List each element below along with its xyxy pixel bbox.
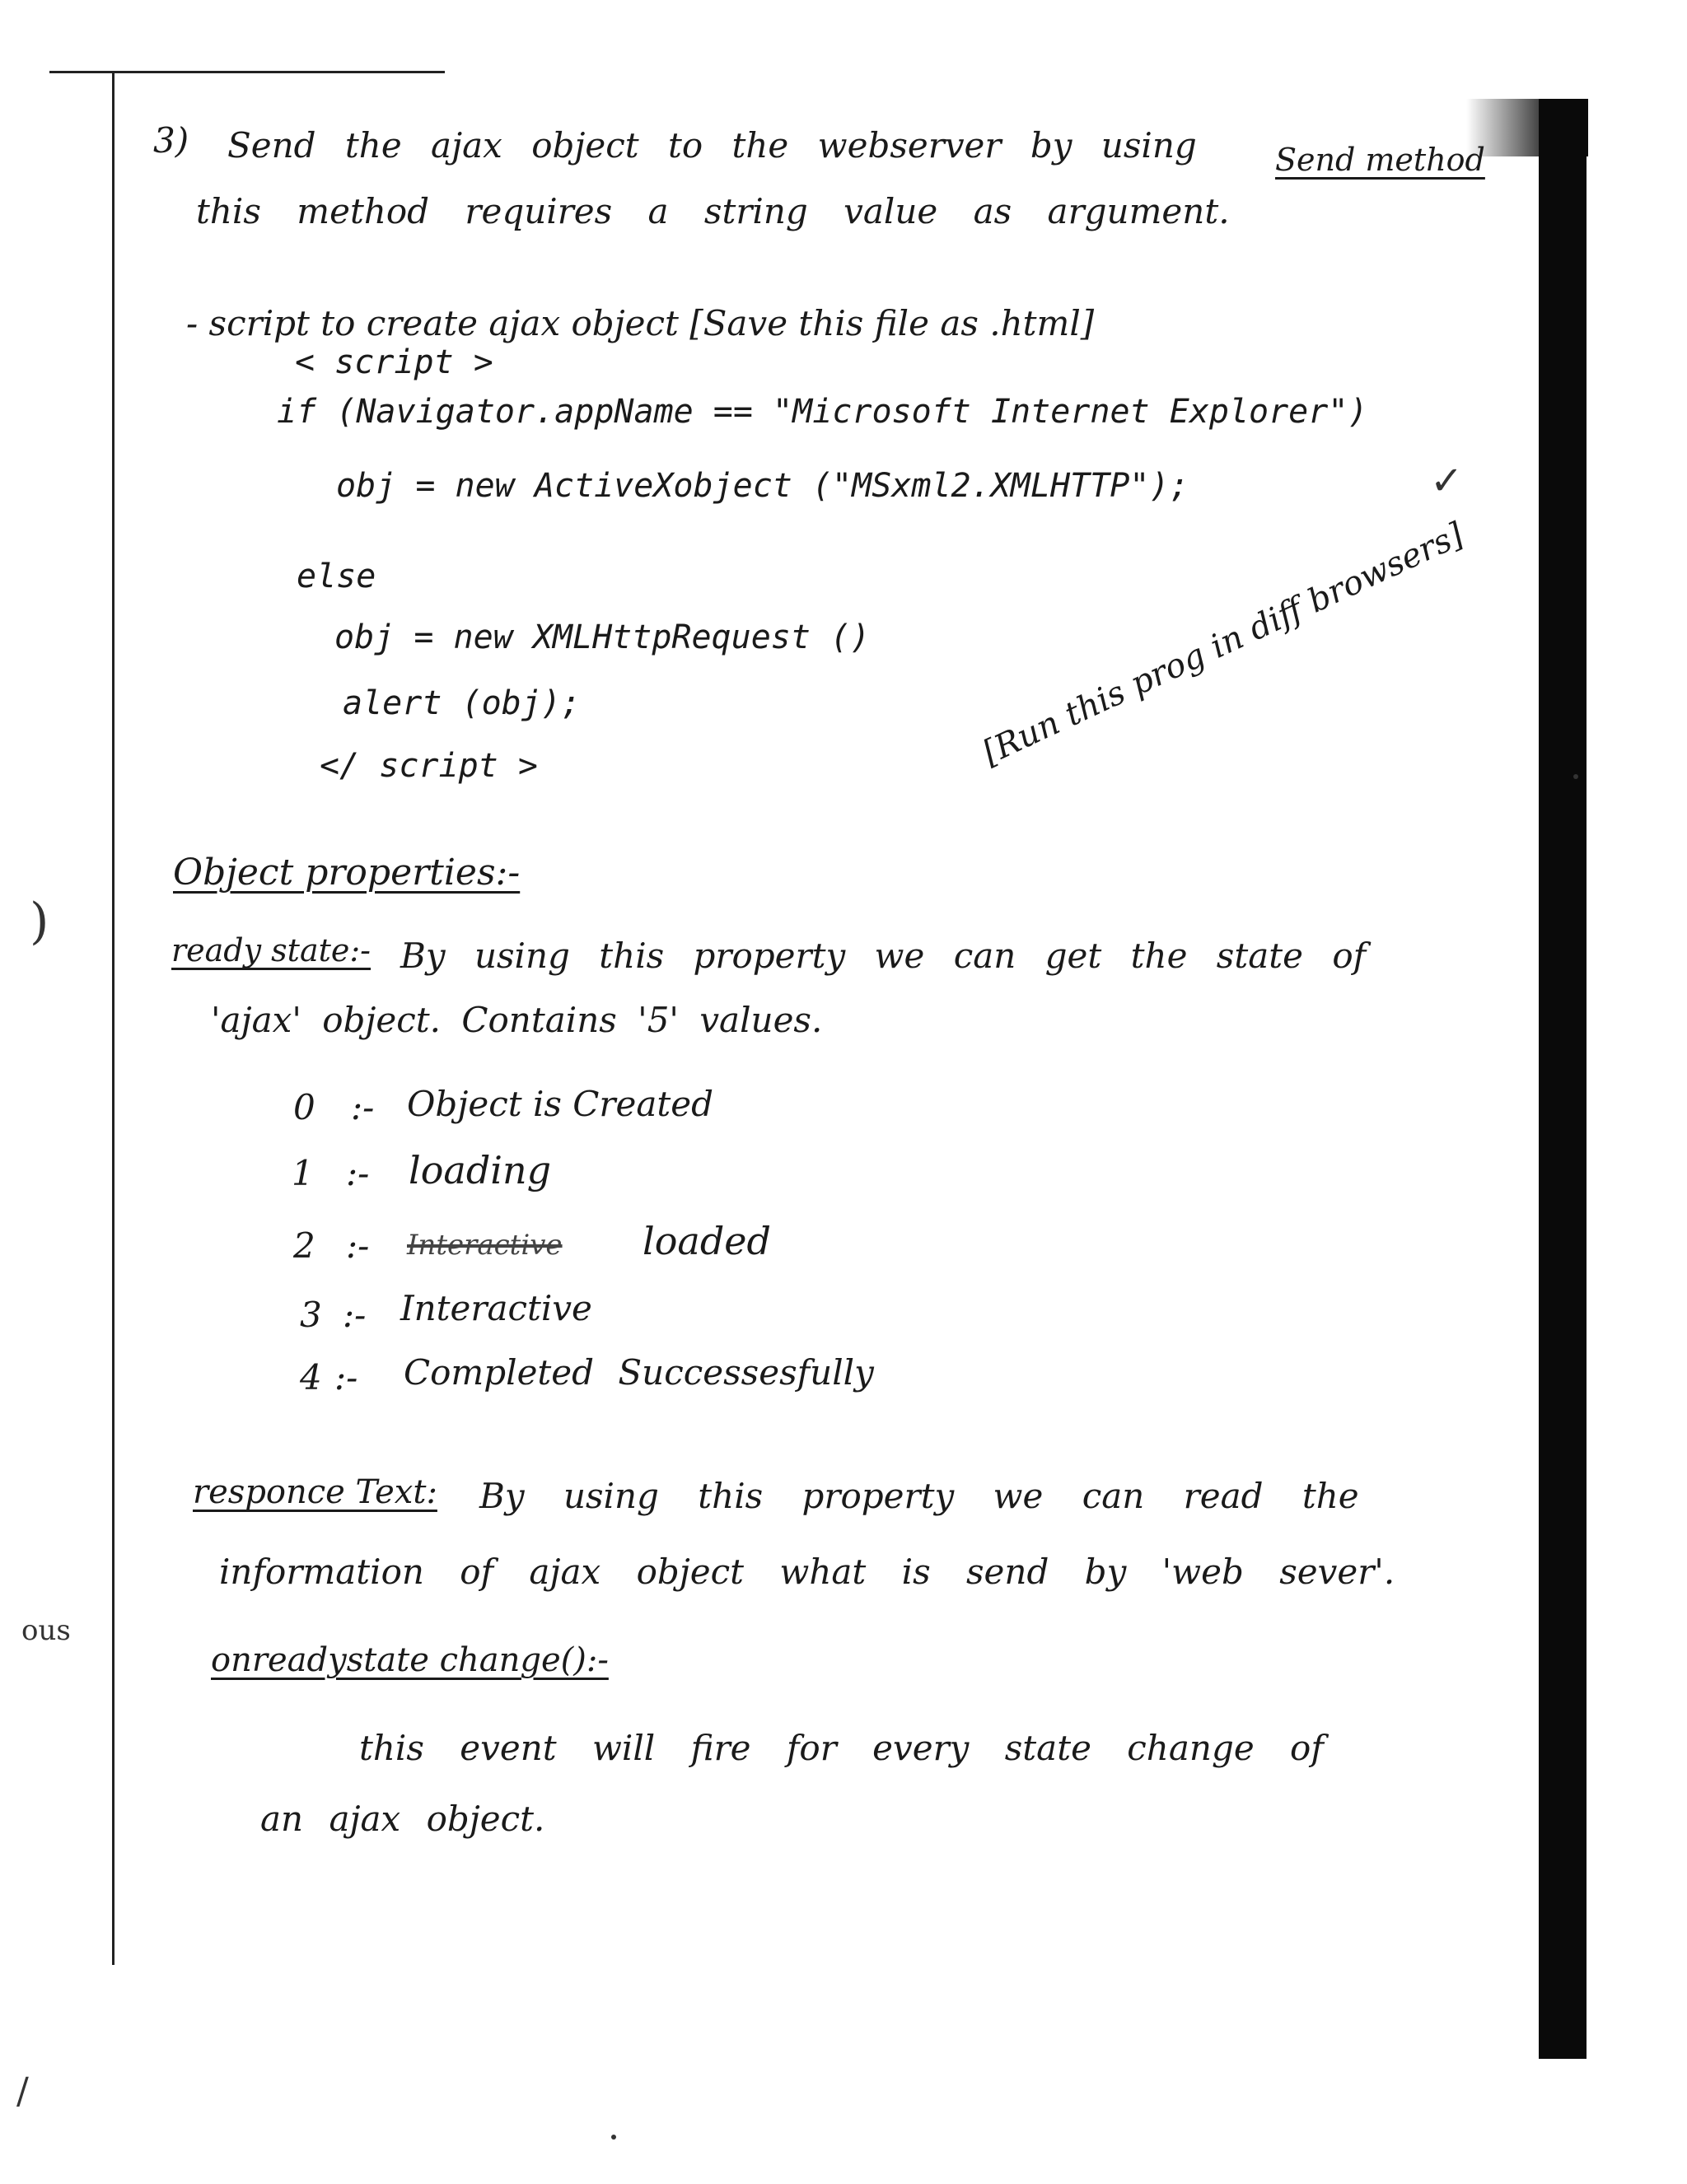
state-sep-3: :- [343, 1295, 367, 1335]
step3-method-ref: Send method [1275, 142, 1485, 178]
state-label-4: Completed Successesfully [404, 1352, 874, 1393]
ink-dot [1573, 774, 1578, 779]
ready-state-desc-2: 'ajax' object. Contains '5' values. [211, 1000, 823, 1040]
state-num-2: 2 [293, 1225, 315, 1266]
state-struck-2: Interactive [407, 1229, 563, 1262]
step3-number: 3) [153, 120, 189, 161]
code-line-7: </ script > [320, 747, 538, 785]
state-sep-0: :- [351, 1087, 375, 1127]
code-line-5: obj = new XMLHttpRequest () [334, 618, 871, 656]
state-sep-1: :- [346, 1153, 370, 1193]
state-sep-2: :- [346, 1225, 370, 1266]
object-properties-heading: Object properties:- [173, 852, 521, 894]
code-line-3: obj = new ActiveXobject ("MSxml2.XMLHTTP"); [336, 467, 1189, 505]
state-label-0: Object is Created [407, 1084, 714, 1124]
ink-dot [611, 2135, 616, 2140]
code-line-1: < script > [295, 343, 493, 381]
code-line-4: else [297, 558, 376, 595]
onreadystatechange-term: onreadystate change():- [211, 1641, 609, 1679]
step3-text: Send the ajax object to the webserver by using [227, 125, 1197, 166]
side-note-run-browsers: [Run this prog in diff browsers] [977, 516, 1470, 772]
top-rule-line [49, 71, 445, 73]
state-sep-4: :- [334, 1357, 358, 1398]
state-label-3: Interactive [400, 1288, 592, 1328]
state-num-4: 4 [300, 1357, 322, 1398]
step3-line2: this method requires a string value as argument. [196, 191, 1230, 231]
ready-state-desc-1: By using this property we can get the state of [400, 936, 1367, 976]
scan-shadow-edge [1539, 99, 1587, 2059]
code-line-2: if (Navigator.appName == "Microsoft Internet Explorer") [277, 393, 1368, 431]
margin-line [112, 71, 114, 1965]
state-label-2: loaded [643, 1219, 771, 1263]
script-heading: - script to create ajax object [Save this file as .html] [186, 303, 1095, 343]
check-mark: ✓ [1430, 458, 1464, 504]
onreadystatechange-desc-1: this event will fire for every state change of [359, 1728, 1324, 1768]
left-margin-bracket: ) [30, 893, 49, 950]
state-num-3: 3 [300, 1295, 322, 1335]
state-label-1: loading [409, 1148, 552, 1192]
state-num-1: 1 [292, 1153, 314, 1193]
bottom-margin-mark: / [16, 2070, 29, 2112]
ready-state-term: ready state:- [171, 932, 372, 968]
response-text-term: responce Text: [193, 1473, 437, 1511]
code-line-6: alert (obj); [343, 684, 581, 722]
onreadystatechange-desc-2: an ajax object. [260, 1799, 545, 1839]
state-num-0: 0 [293, 1087, 315, 1127]
response-text-desc-1: By using this property we can read the [479, 1476, 1359, 1516]
response-text-desc-2: information of ajax object what is send by 'web sever'. [219, 1552, 1395, 1592]
left-margin-scribble: ous [21, 1614, 71, 1647]
